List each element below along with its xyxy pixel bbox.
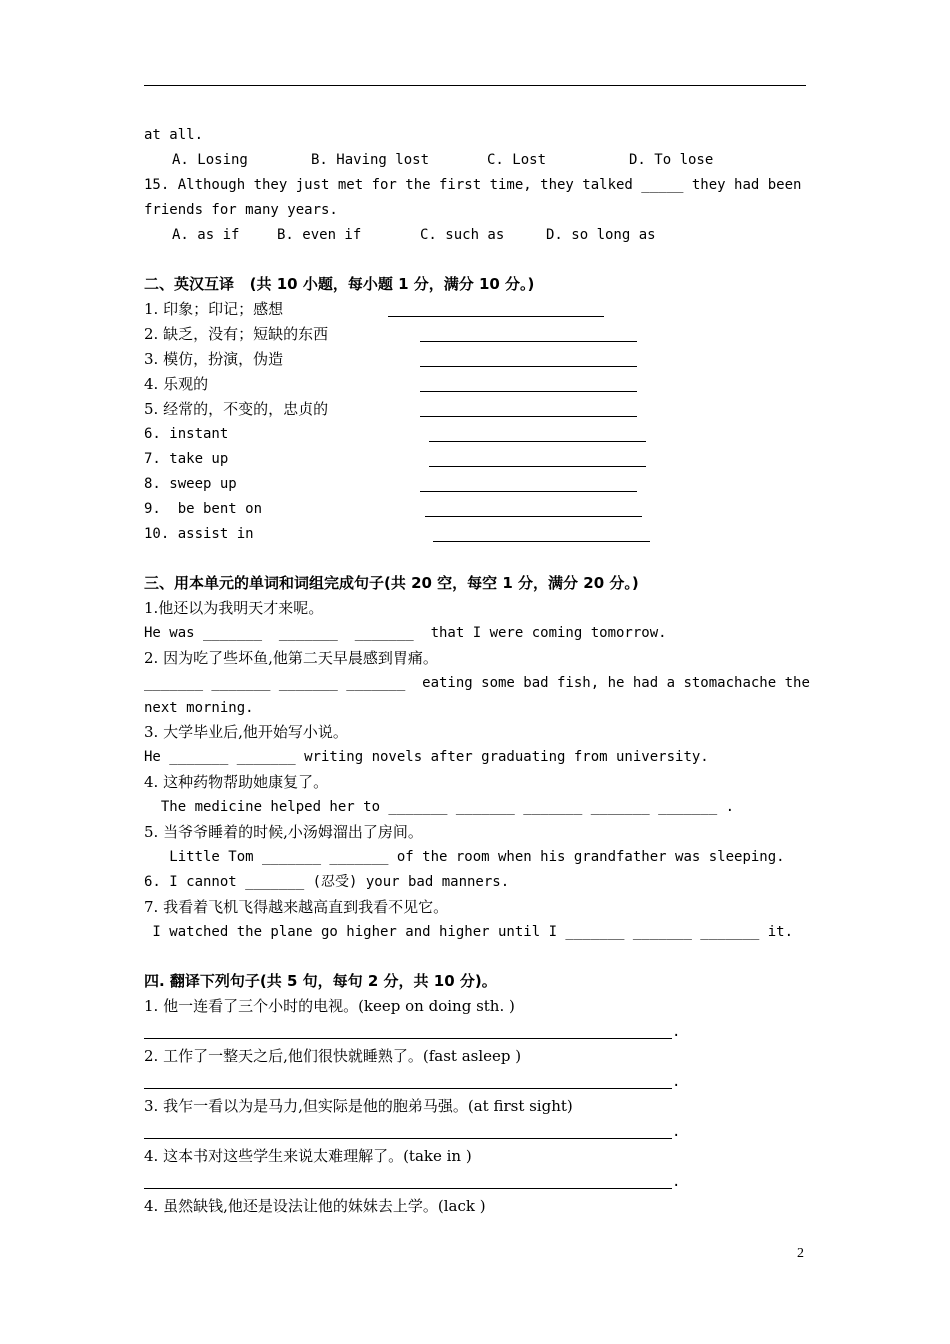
sec4-period-4: . — [672, 1174, 681, 1190]
q15-option-b: B. even if — [277, 227, 362, 243]
sec2-blank-1[interactable] — [388, 316, 604, 317]
sec3-line-9: The medicine helped her to _______ _______ _______ _______ _______ . — [144, 799, 735, 815]
sec3-line-14: I watched the plane go higher and higher until I _______ _______ _______ it. — [144, 924, 794, 940]
sec4-item-3: 3. 我乍一看以为是马力,但实际是他的胞弟马强。(at first sight) — [144, 1097, 573, 1115]
sec2-item-5: 5. 经常的，不变的，忠贞的 — [144, 400, 329, 418]
sec2-item-10: 10. assist in — [144, 526, 254, 542]
sec3-line-5: next morning. — [144, 700, 254, 716]
sec2-blank-4[interactable] — [420, 391, 637, 392]
q15-line-2: friends for many years. — [144, 202, 338, 218]
q14-option-a: A. Losing — [172, 152, 248, 168]
section-3-title: 三、用本单元的单词和词组完成句子(共 20 空，每空 1 分，满分 20 分。) — [144, 574, 639, 592]
sec4-answer-line-3[interactable] — [144, 1138, 672, 1139]
sec3-line-10: 5. 当爷爷睡着的时候,小汤姆溜出了房间。 — [144, 823, 423, 841]
sec4-answer-line-1[interactable] — [144, 1038, 672, 1039]
sec4-item-2: 2. 工作了一整天之后,他们很快就睡熟了。(fast asleep ) — [144, 1047, 522, 1065]
sec2-blank-5[interactable] — [420, 416, 637, 417]
sec4-period-1: . — [672, 1024, 681, 1040]
sec3-line-2: He was _______ _______ _______ that I were coming tomorrow. — [144, 625, 667, 641]
sec3-line-4: _______ _______ _______ _______ eating some bad fish, he had a stomachache the — [144, 675, 810, 691]
q14-option-b: B. Having lost — [311, 152, 430, 168]
sec2-item-2: 2. 缺乏，没有；短缺的东西 — [144, 325, 329, 343]
q15-option-a: A. as if — [172, 227, 240, 243]
q14-option-d: D. To lose — [629, 152, 714, 168]
sec3-line-1: 1.他还以为我明天才来呢。 — [144, 599, 324, 617]
sec2-item-4: 4. 乐观的 — [144, 375, 209, 393]
sec3-line-3: 2. 因为吃了些坏鱼,他第二天早晨感到胃痛。 — [144, 649, 438, 667]
sec4-answer-line-4[interactable] — [144, 1188, 672, 1189]
sec4-answer-line-2[interactable] — [144, 1088, 672, 1089]
sec3-line-6: 3. 大学毕业后,他开始写小说。 — [144, 723, 348, 741]
sec2-item-8: 8. sweep up — [144, 476, 237, 492]
sec4-period-2: . — [672, 1074, 681, 1090]
q15-option-d: D. so long as — [546, 227, 656, 243]
sec3-line-11: Little Tom _______ _______ of the room when his grandfather was sleeping. — [144, 849, 785, 865]
sec3-line-7: He _______ _______ writing novels after graduating from university. — [144, 749, 709, 765]
sec3-line-13: 7. 我看着飞机飞得越来越高直到我看不见它。 — [144, 898, 449, 916]
sec2-blank-7[interactable] — [429, 466, 646, 467]
sec2-item-7: 7. take up — [144, 451, 229, 467]
header-rule — [144, 85, 806, 86]
sec4-item-5: 4. 虽然缺钱,他还是设法让他的妹妹去上学。(lack ) — [144, 1197, 486, 1215]
sec2-item-3: 3. 模仿，扮演，伪造 — [144, 350, 284, 368]
section-4-title: 四. 翻译下列句子(共 5 句，每句 2 分，共 10 分)。 — [144, 972, 497, 990]
sec2-blank-6[interactable] — [429, 441, 646, 442]
q14-tail: at all. — [144, 127, 204, 143]
sec2-blank-2[interactable] — [420, 341, 637, 342]
section-2-title: 二、英汉互译 (共 10 小题，每小题 1 分，满分 10 分。) — [144, 275, 535, 293]
page-number: 2 — [797, 1246, 804, 1261]
sec2-item-6: 6. instant — [144, 426, 229, 442]
sec2-blank-3[interactable] — [420, 366, 637, 367]
sec4-item-1: 1. 他一连看了三个小时的电视。(keep on doing sth. ) — [144, 997, 515, 1015]
sec3-line-8: 4. 这种药物帮助她康复了。 — [144, 773, 329, 791]
sec4-period-3: . — [672, 1124, 681, 1140]
sec4-item-4: 4. 这本书对这些学生来说太难理解了。(take in ) — [144, 1147, 472, 1165]
sec2-blank-8[interactable] — [420, 491, 637, 492]
sec3-line-12: 6. I cannot _______ (忍受) your bad manners. — [144, 874, 510, 890]
q14-option-c: C. Lost — [487, 152, 547, 168]
sec2-item-9: 9. be bent on — [144, 501, 263, 517]
q15-line-1: 15. Although they just met for the first time, they talked _____ they had been — [144, 177, 802, 193]
sec2-blank-9[interactable] — [425, 516, 642, 517]
sec2-item-1: 1. 印象；印记；感想 — [144, 300, 284, 318]
q15-option-c: C. such as — [420, 227, 505, 243]
sec2-blank-10[interactable] — [433, 541, 650, 542]
